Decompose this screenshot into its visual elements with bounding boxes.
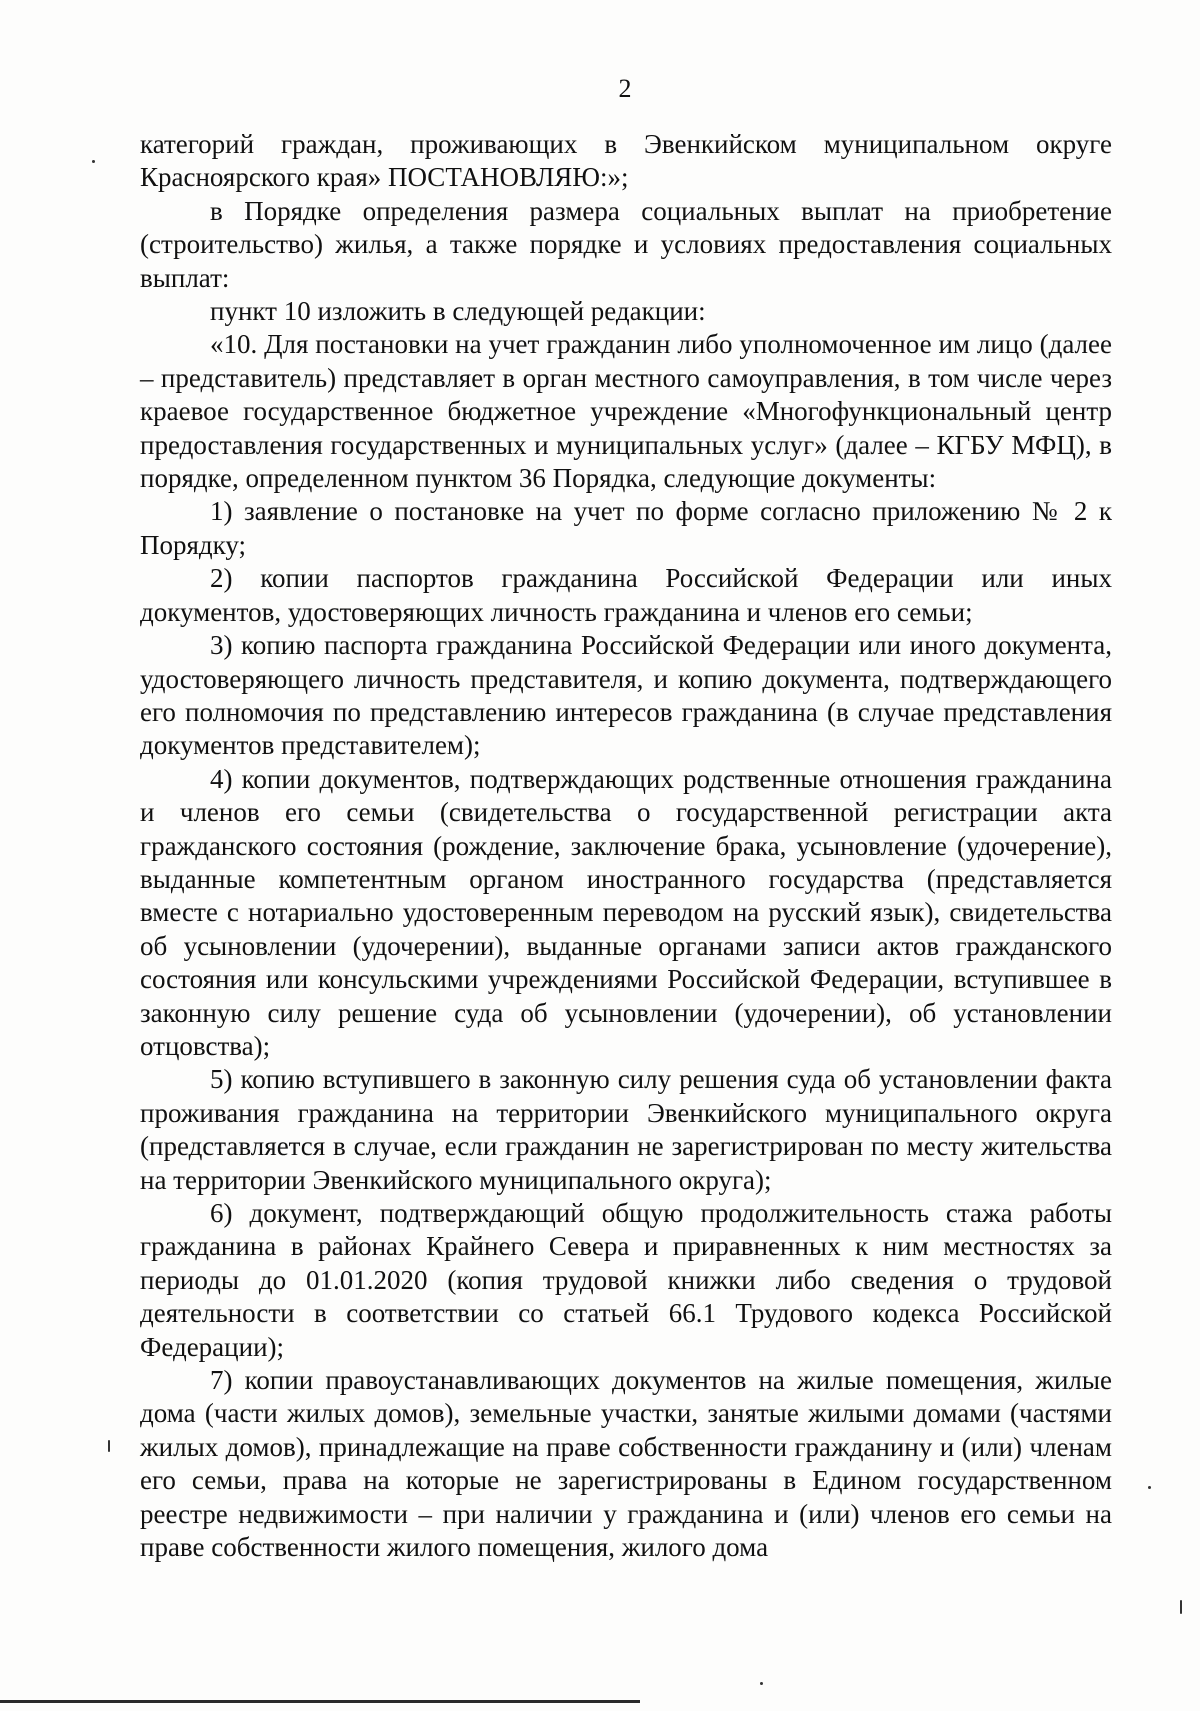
paragraph-11: 7) копии правоустанавливающих документов на жилые помещения, жилые дома (части жилых домов), земельные участки, занятые жилыми домами (частями жилых домов), принадлежащие на праве собственности гражданину и (или) членам его семьи, права на которые не зарегистрированы в Едином государственном реестре недвижимости – при наличии у гражданина и (или) членов его семьи на праве собственности жилого помещения, жилого дома (140, 1365, 1112, 1563)
scan-speck (1148, 1486, 1151, 1489)
paragraph-2: в Порядке определения размера социальных выплат на приобретение (строительство) жилья, а также порядке и условиях предоставления социальных выплат: (140, 195, 1112, 293)
scan-speck (108, 1440, 110, 1452)
document-body (140, 128, 1112, 1564)
paragraph-5: 1) заявление о постановке на учет по форме согласно приложению № 2 к Порядку; (140, 496, 1112, 560)
paragraph-7: 3) копию паспорта гражданина Российской Федерации или иного документа, удостоверяющего личность представителя, и копию документа, подтверждающего его полномочия по представлению интересов гражданина (в случае представления документов представителем); (140, 630, 1112, 761)
paragraph-4: «10. Для постановки на учет гражданин либо уполномоченное им лицо (далее – представитель) представляет в орган местного самоуправления, в том числе через краевое государственное бюджетное учреждение «Многофункциональный центр предоставления государственных и муниципальных услуг» (далее – КГБУ МФЦ), в порядке, определенном пунктом 36 Порядка, следующие документы: (140, 329, 1112, 494)
scan-edge (0, 1700, 640, 1703)
scan-speck (1180, 1600, 1182, 1614)
paragraph-10: 6) документ, подтверждающий общую продолжительность стажа работы гражданина в районах Крайнего Севера и приравненных к ним местностях за периоды до 01.01.2020 (копия трудовой книжки либо сведения о трудовой деятельности в соответствии со статьей 66.1 Трудового кодекса Российской Федерации); (140, 1198, 1112, 1362)
paragraph-8: 4) копии документов, подтверждающих родственные отношения гражданина и членов его семьи (свидетельства о государственной регистрации акта гражданского состояния (рождение, заключение брака, усыновление (удочерение), выданные компетентным органом иностранного государства (представляется вместе с нотариально удостоверенным переводом на русский язык), свидетельства об усыновлении (удочерении), выданные органами записи актов гражданского состояния или консульскими учреждениями Российской Федерации, вступившее в законную силу решение суда об усыновлении (удочерении), об установлении отцовства); (140, 763, 1112, 1061)
paragraph-3: пункт 10 изложить в следующей редакции: (210, 296, 706, 327)
scan-speck (760, 1682, 763, 1685)
paragraph-6: 2) копии паспортов гражданина Российской Федерации или иных документов, удостоверяющих личность гражданина и членов его семьи; (140, 563, 1112, 627)
page-number: 2 (618, 74, 632, 103)
scan-speck (92, 160, 95, 163)
paragraph-9: 5) копию вступившего в законную силу решения суда об установлении факта проживания гражданина на территории Эвенкийского муниципального округа (представляется в случае, если гражданин не зарегистрирован по месту жительства на территории Эвенкийского муниципального округа); (140, 1064, 1112, 1195)
paragraph-1: категорий граждан, проживающих в Эвенкийском муниципальном округе Красноярского края» ПОСТАНОВЛЯЮ:»; (140, 129, 1112, 193)
